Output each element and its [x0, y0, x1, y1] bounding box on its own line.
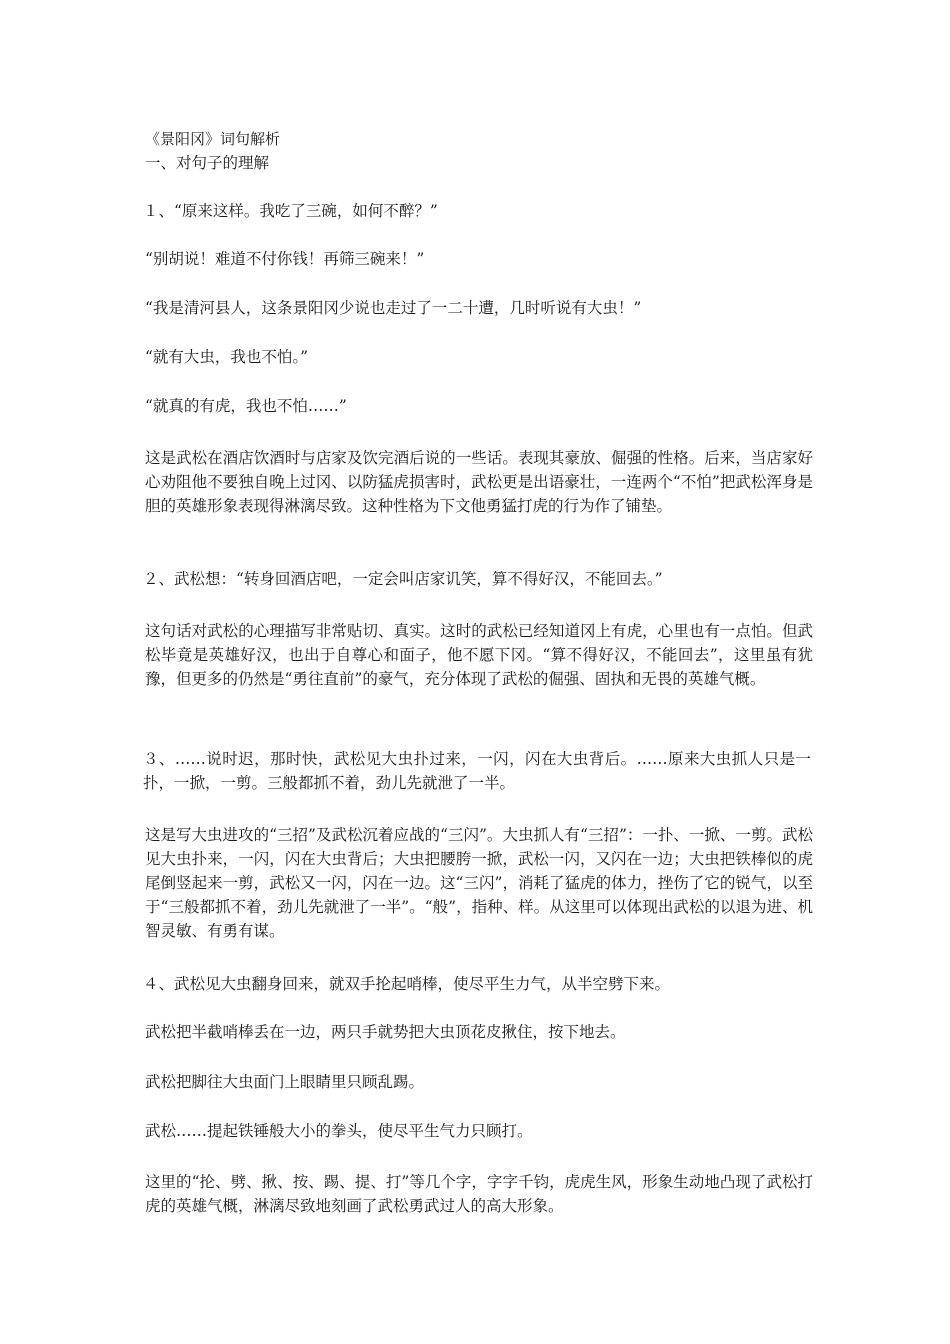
quote-4c: 武松把脚往大虫面门上眼睛里只顾乱踢。 — [145, 1073, 425, 1091]
quote-3: ３、……说时迟，那时快，武松见大虫扑过来，一闪，闪在大虫背后。……原来大虫抓人只是一扑，一掀，一剪。三般都抓不着，劲儿先就泄了一半。 — [143, 750, 811, 792]
analysis-2: 这句话对武松的心理描写非常贴切、真实。这时的武松已经知道冈上有虎，心里也有一点怕。但武松毕竟是英雄好汉，也出于自尊心和面子，他不愿下冈。“算不得好汉，不能回去”，这里虽有犹豫，但更多的仍然是“勇往直前”的豪气，充分体现了武松的倔强、固执和无畏的英雄气概。 — [145, 622, 813, 688]
analysis-1: 这是武松在酒店饮酒时与店家及饮完酒后说的一些话。表现其豪放、倔强的性格。后来，当店家好心劝阻他不要独自晚上过冈、以防猛虎损害时，武松更是出语豪壮，一连两个“不怕”把武松浑身是胆的英雄形象表现得淋漓尽致。这种性格为下文他勇猛打虎的行为作了铺垫。 — [145, 449, 813, 515]
quote-1d: “就有大虫，我也不怕。” — [145, 348, 309, 366]
quote-1: １、“原来这样。我吃了三碗，如何不醉？” — [143, 202, 438, 220]
section-heading: 一、对句子的理解 — [145, 154, 270, 172]
quote-1c: “我是清河县人，这条景阳冈少说也走过了一二十遭，几时听说有大虫！” — [145, 299, 642, 317]
document-title: 《景阳冈》词句解析 — [145, 130, 281, 148]
analysis-3: 这是写大虫进攻的“三招”及武松沉着应战的“三闪”。大虫抓人有“三招”：一扑、一掀、一剪。武松见大虫扑来，一闪，闪在大虫背后；大虫把腰胯一掀，武松一闪，又闪在一边；大虫把铁棒似的虎尾倒竖起来一剪，武松又一闪，闪在一边。这“三闪”，消耗了猛虎的体力，挫伤了它的锐气，以至于“三般都抓不着，劲儿先就泄了一半”。“般”，指种、样。从这里可以体现出武松的以退为进、机智灵敏、有勇有谋。 — [145, 826, 813, 940]
quote-4d: 武松……提起铁锤般大小的拳头，使尽平生气力只顾打。 — [145, 1122, 533, 1140]
analysis-4: 这里的“抡、劈、揪、按、踢、提、打”等几个字，字字千钧，虎虎生风，形象生动地凸现了武松打虎的英雄气概，淋漓尽致地刻画了武松勇武过人的高大形象。 — [145, 1173, 813, 1215]
quote-4: ４、武松见大虫翻身回来，就双手抡起哨棒，使尽平生力气，从半空劈下来。 — [143, 975, 671, 993]
quote-1e: “就真的有虎，我也不怕……” — [145, 397, 347, 415]
quote-1b: “别胡说！难道不付你钱！再筛三碗来！” — [145, 250, 425, 268]
quote-4b: 武松把半截哨棒丢在一边，两只手就势把大虫顶花皮揪住，按下地去。 — [145, 1023, 626, 1041]
quote-2: ２、武松想：“转身回酒店吧，一定会叫店家讥笑，算不得好汉，不能回去。” — [143, 570, 663, 588]
